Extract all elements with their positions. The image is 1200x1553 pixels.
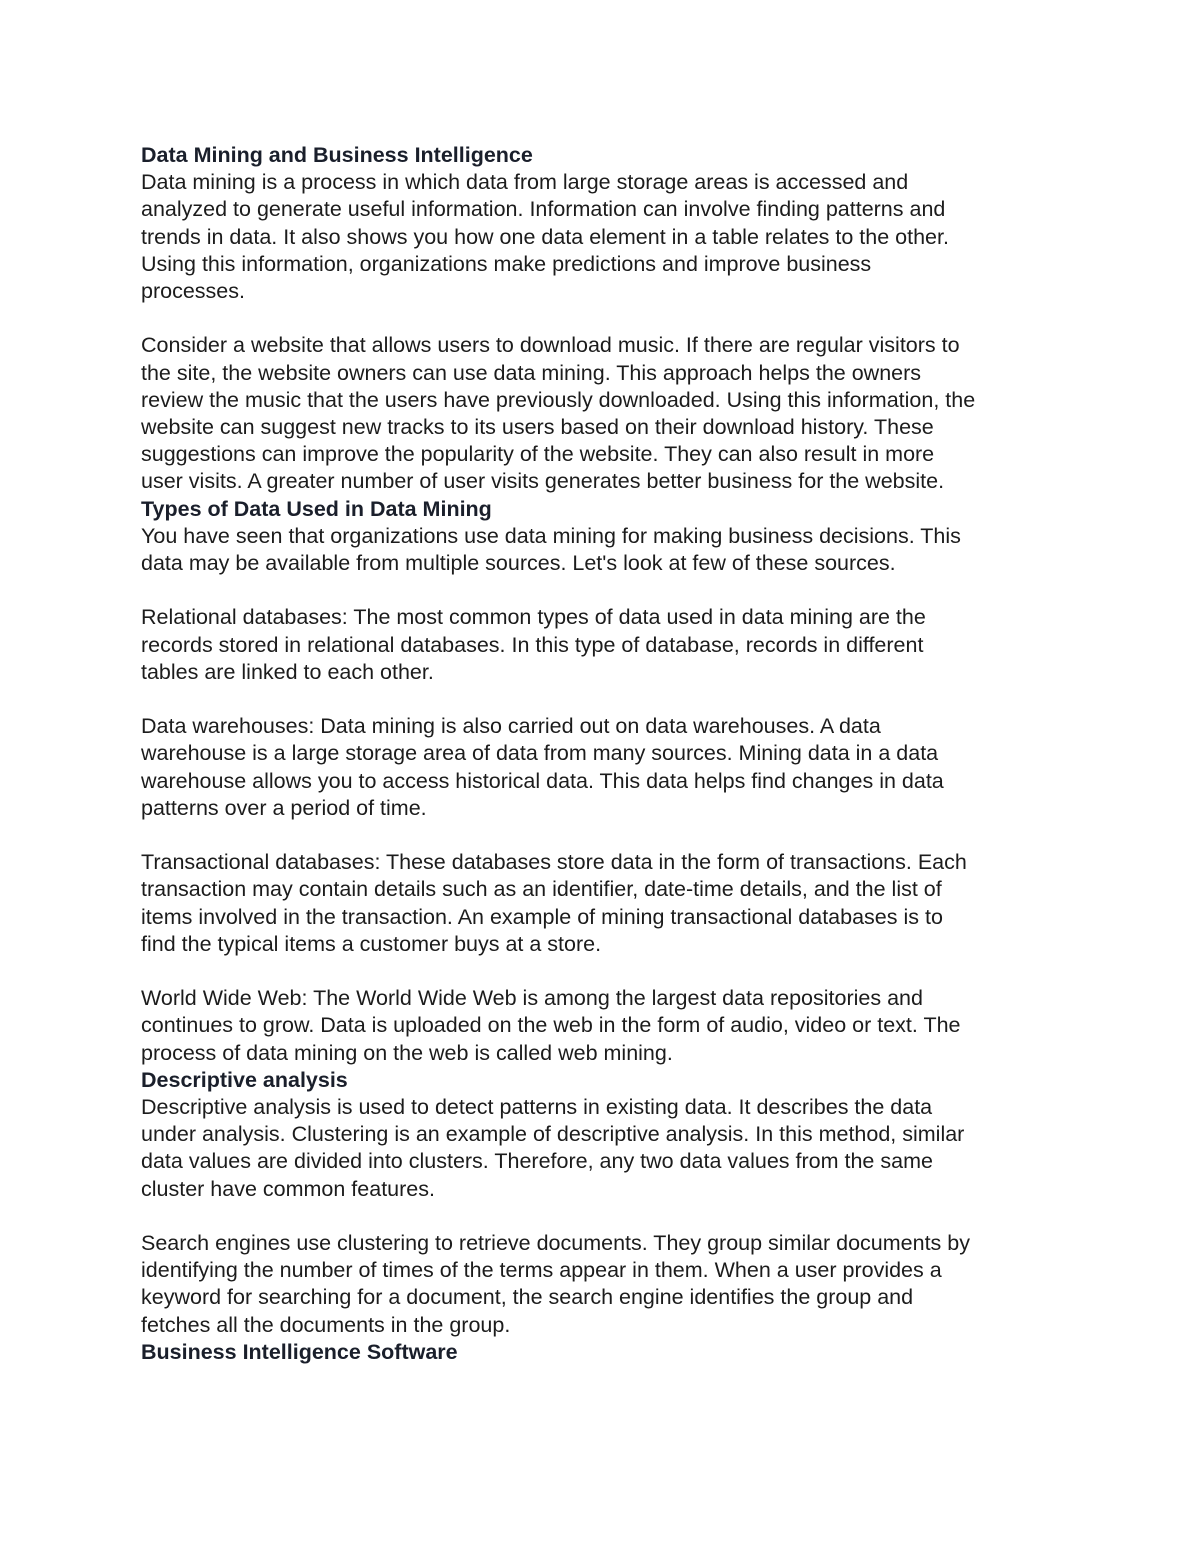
text-line: items involved in the transaction. An example of mining transactional databases is to — [141, 904, 943, 929]
text-line: records stored in relational databases. In this type of database, records in different — [141, 632, 924, 657]
text-line: analyzed to generate useful information. Information can involve finding patterns and — [141, 197, 946, 222]
text-line: suggestions can improve the popularity of the website. They can also result in more — [141, 442, 935, 467]
text-line: user visits. A greater number of user visits generates better business for the website. — [141, 469, 945, 494]
body-paragraph — [141, 1230, 1061, 1339]
paragraph-spacer — [141, 822, 1061, 849]
paragraph-spacer — [141, 305, 1061, 332]
text-line: the site, the website owners can use data mining. This approach helps the owners — [141, 360, 922, 385]
text-line: under analysis. Clustering is an example of descriptive analysis. In this method, similar — [141, 1122, 965, 1147]
body-paragraph — [141, 985, 1061, 1067]
paragraph-spacer — [141, 577, 1061, 604]
body-paragraph — [141, 713, 1061, 822]
text-line: identifying the number of times of the terms appear in them. When a user provides a — [141, 1258, 942, 1283]
text-line: tables are linked to each other. — [141, 659, 434, 684]
section-heading: Business Intelligence Software — [141, 1339, 458, 1364]
text-line: Data warehouses: Data mining is also carried out on data warehouses. A data — [141, 714, 881, 739]
text-line: warehouse allows you to access historical data. This data helps find changes in data — [141, 768, 944, 793]
text-line: fetches all the documents in the group. — [141, 1312, 511, 1337]
text-line: review the music that the users have previously downloaded. Using this information, the — [141, 387, 976, 412]
text-line: Consider a website that allows users to download music. If there are regular visitors to — [141, 333, 960, 358]
text-line: website can suggest new tracks to its users based on their download history. These — [141, 415, 934, 440]
paragraph-spacer — [141, 1203, 1061, 1230]
text-line: Relational databases: The most common types of data used in data mining are the — [141, 605, 926, 630]
text-line: data may be available from multiple sources. Let's look at few of these sources. — [141, 551, 896, 576]
text-line: find the typical items a customer buys at a store. — [141, 931, 602, 956]
text-line: process of data mining on the web is called web mining. — [141, 1040, 673, 1065]
section-heading: Data Mining and Business Intelligence — [141, 143, 533, 167]
text-line: processes. — [141, 279, 245, 304]
text-line: cluster have common features. — [141, 1176, 435, 1201]
section-heading: Descriptive analysis — [141, 1067, 348, 1092]
body-paragraph — [141, 1094, 1061, 1203]
paragraph-spacer — [141, 686, 1061, 713]
body-paragraph — [141, 849, 1061, 958]
body-paragraph — [141, 169, 1061, 305]
text-line: continues to grow. Data is uploaded on the web in the form of audio, video or text. The — [141, 1013, 961, 1038]
text-line: patterns over a period of time. — [141, 795, 427, 820]
body-paragraph — [141, 523, 1061, 577]
text-line: Search engines use clustering to retrieve documents. They group similar documents by — [141, 1231, 970, 1256]
text-line: Transactional databases: These databases store data in the form of transactions. Each — [141, 850, 967, 875]
text-line: transaction may contain details such as an identifier, date-time details, and the list of — [141, 877, 942, 902]
document-page — [141, 142, 1061, 1366]
text-line: Descriptive analysis is used to detect patterns in existing data. It describes the data — [141, 1095, 933, 1120]
text-line: World Wide Web: The World Wide Web is among the largest data repositories and — [141, 986, 923, 1011]
text-line: keyword for searching for a document, the search engine identifies the group and — [141, 1285, 914, 1310]
text-line: You have seen that organizations use data mining for making business decisions. This — [141, 523, 961, 548]
section-heading: Types of Data Used in Data Mining — [141, 496, 492, 521]
paragraph-spacer — [141, 958, 1061, 985]
body-paragraph — [141, 604, 1061, 686]
text-line: data values are divided into clusters. Therefore, any two data values from the same — [141, 1149, 933, 1174]
text-line: trends in data. It also shows you how one data element in a table relates to the other. — [141, 224, 949, 249]
body-paragraph — [141, 332, 1061, 495]
text-line: Using this information, organizations make predictions and improve business — [141, 251, 872, 276]
text-line: Data mining is a process in which data from large storage areas is accessed and — [141, 170, 909, 195]
text-line: warehouse is a large storage area of data from many sources. Mining data in a data — [141, 741, 939, 766]
